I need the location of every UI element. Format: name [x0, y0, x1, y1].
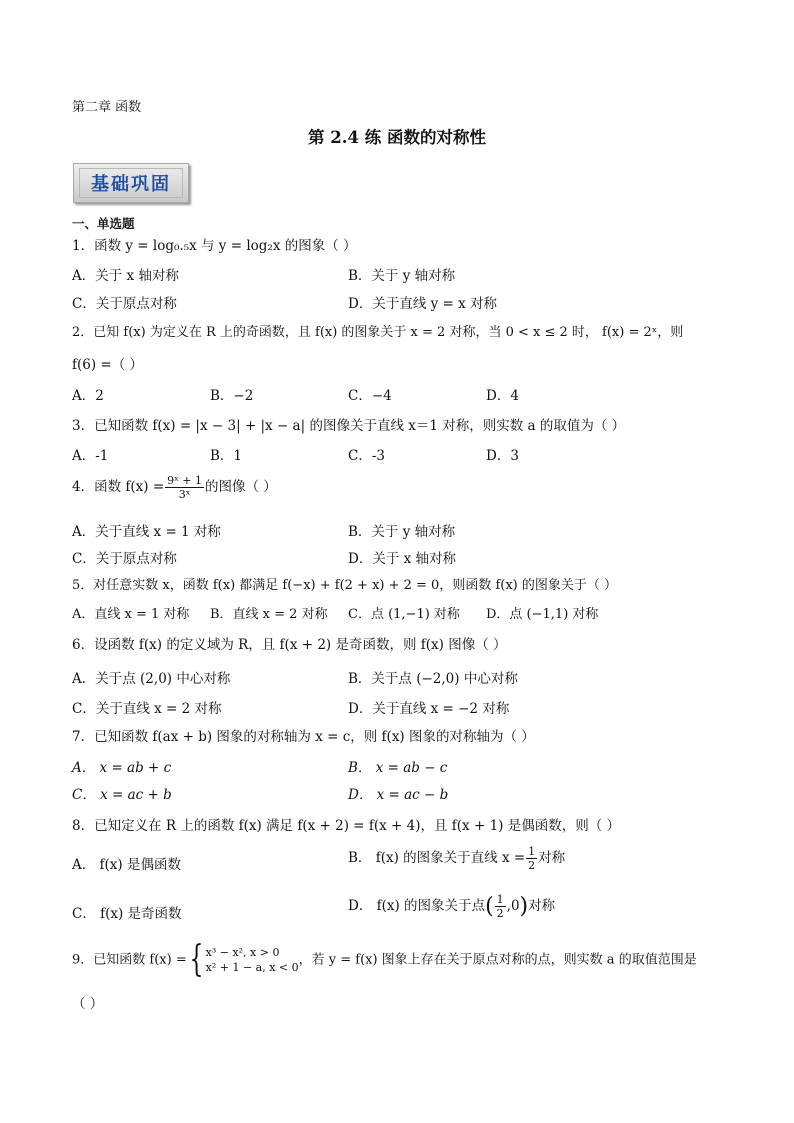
section-heading: 一、单选题: [72, 216, 135, 231]
question-6-stem: 6．设函数 f(x) 的定义域为 R，且 f(x + 2) 是奇函数，则 f(x) 图像（ ）: [72, 637, 507, 653]
chapter-label: 第二章 函数: [72, 100, 142, 115]
question-9-answer-paren: （ ）: [72, 996, 104, 1012]
question-8-option-d: [348, 893, 555, 920]
question-5-option-b: B．直线 x = 2 对称: [210, 607, 328, 622]
question-1-option-d: D．关于直线 y = x 对称: [348, 296, 498, 312]
question-9-case-2: x² + 1 − a, x < 0: [205, 961, 299, 974]
question-5-option-a: A．直线 x = 1 对称: [72, 607, 190, 622]
question-7-option-d: D． x = ac − b: [348, 787, 449, 803]
question-4-fraction: [165, 474, 204, 501]
question-7-option-c: C． x = ac + b: [72, 787, 172, 803]
question-8-stem: 8．已知定义在 R 上的函数 f(x) 满足 f(x + 2) = f(x + 4)，且 f(x + 1) 是偶函数，则（ ）: [72, 818, 621, 834]
question-1-stem: 1．函数 y = log₀.₅x 与 y = log₂x 的图象（ ）: [72, 238, 357, 254]
question-2-option-c: C．−4: [348, 388, 392, 404]
question-4-stem: [72, 474, 277, 501]
question-5-stem: 5．对任意实数 x，函数 f(x) 都满足 f(−x) + f(2 + x) + 2 = 0，则函数 f(x) 的图象关于（ ）: [72, 578, 618, 593]
question-3-option-d: D．3: [486, 448, 519, 464]
question-6-option-b: B．关于点 (−2,0) 中心对称: [348, 671, 518, 687]
question-9-cases: [206, 945, 299, 975]
question-7-option-b: B． x = ab − c: [348, 760, 448, 776]
question-3-stem: 3．已知函数 f(x) = |x − 3| + |x − a| 的图像关于直线 x＝1 对称，则实数 a 的取值为（ ）: [72, 418, 626, 434]
question-8-option-d-numerator: 1: [496, 893, 504, 906]
question-9-pre: 9．已知函数 f(x) =: [72, 952, 187, 968]
question-8-option-d-pre: D． f(x) 的图象关于点: [348, 898, 486, 914]
question-2-stem-cont: f(6) =（ ）: [72, 357, 144, 373]
question-2-option-b: B．−2: [210, 388, 254, 404]
question-4-option-b: B．关于 y 轴对称: [348, 524, 456, 540]
question-8-option-b-fraction: [526, 845, 537, 872]
question-8-option-d-post: 对称: [528, 898, 556, 914]
question-8-option-b-post: 对称: [538, 850, 566, 866]
question-9-case-1: x³ − x², x > 0: [205, 946, 280, 959]
question-9-post: ，若 y = f(x) 图象上存在关于原点对称的点，则实数 a 的取值范围是: [298, 952, 697, 968]
question-2-option-a: A．2: [72, 388, 104, 404]
question-1-option-a: A．关于 x 轴对称: [72, 268, 179, 284]
question-3-option-a: A．-1: [72, 448, 109, 464]
question-7-stem: 7．已知函数 f(ax + b) 图象的对称轴为 x = c，则 f(x) 图象的对称轴为（ ）: [72, 729, 535, 745]
badge-label: 基础巩固: [79, 168, 183, 198]
question-6-option-a: A．关于点 (2,0) 中心对称: [72, 671, 231, 687]
question-8-option-d-mid: ,0: [506, 898, 520, 914]
question-6-option-d: D．关于直线 x = −2 对称: [348, 701, 510, 717]
question-5-option-d: D．点 (−1,1) 对称: [486, 607, 599, 622]
question-4-post: 的图像（ ）: [205, 479, 277, 495]
question-3-option-c: C．-3: [348, 448, 385, 464]
question-4-option-d: D．关于 x 轴对称: [348, 551, 457, 567]
question-4-option-c: C．关于原点对称: [72, 551, 177, 567]
question-8-option-d-fraction: [495, 893, 506, 920]
question-8-option-b: [348, 845, 565, 872]
question-8-left-paren: (: [485, 894, 494, 919]
question-5-option-c: C．点 (1,−1) 对称: [348, 607, 460, 622]
question-1-option-c: C．关于原点对称: [72, 296, 177, 312]
question-3-option-b: B．1: [210, 448, 243, 464]
question-8-option-d-denominator: 2: [496, 907, 504, 920]
question-8-option-b-pre: B． f(x) 的图象关于直线 x =: [348, 850, 526, 866]
question-8-option-a: A． f(x) 是偶函数: [72, 857, 181, 873]
question-2-option-d: D．4: [486, 388, 519, 404]
question-8-option-b-numerator: 1: [528, 845, 536, 858]
question-2-stem: 2．已知 f(x) 为定义在 R 上的奇函数，且 f(x) 的图象关于 x = 2 对称，当 0 < x ≤ 2 时， f(x) = 2ˣ，则: [72, 325, 684, 340]
question-7-option-a: A． x = ab + c: [72, 760, 172, 776]
question-8-option-c: C． f(x) 是奇函数: [72, 906, 182, 922]
question-4-option-a: A．关于直线 x = 1 对称: [72, 524, 221, 540]
question-6-option-c: C．关于直线 x = 2 对称: [72, 701, 222, 717]
question-9-brace: {: [189, 939, 204, 980]
question-4-numerator: 9ˣ + 1: [167, 474, 203, 487]
question-8-right-paren: ): [519, 894, 529, 919]
question-4-denominator: 3ˣ: [178, 488, 191, 501]
question-9-stem: [72, 939, 697, 980]
question-8-option-b-denominator: 2: [528, 859, 536, 872]
question-4-pre: 4．函数 f(x) =: [72, 479, 165, 495]
section-badge: [73, 163, 189, 203]
page-title: 第 2.4 练 函数的对称性: [308, 128, 486, 147]
question-1-option-b: B．关于 y 轴对称: [348, 268, 456, 284]
